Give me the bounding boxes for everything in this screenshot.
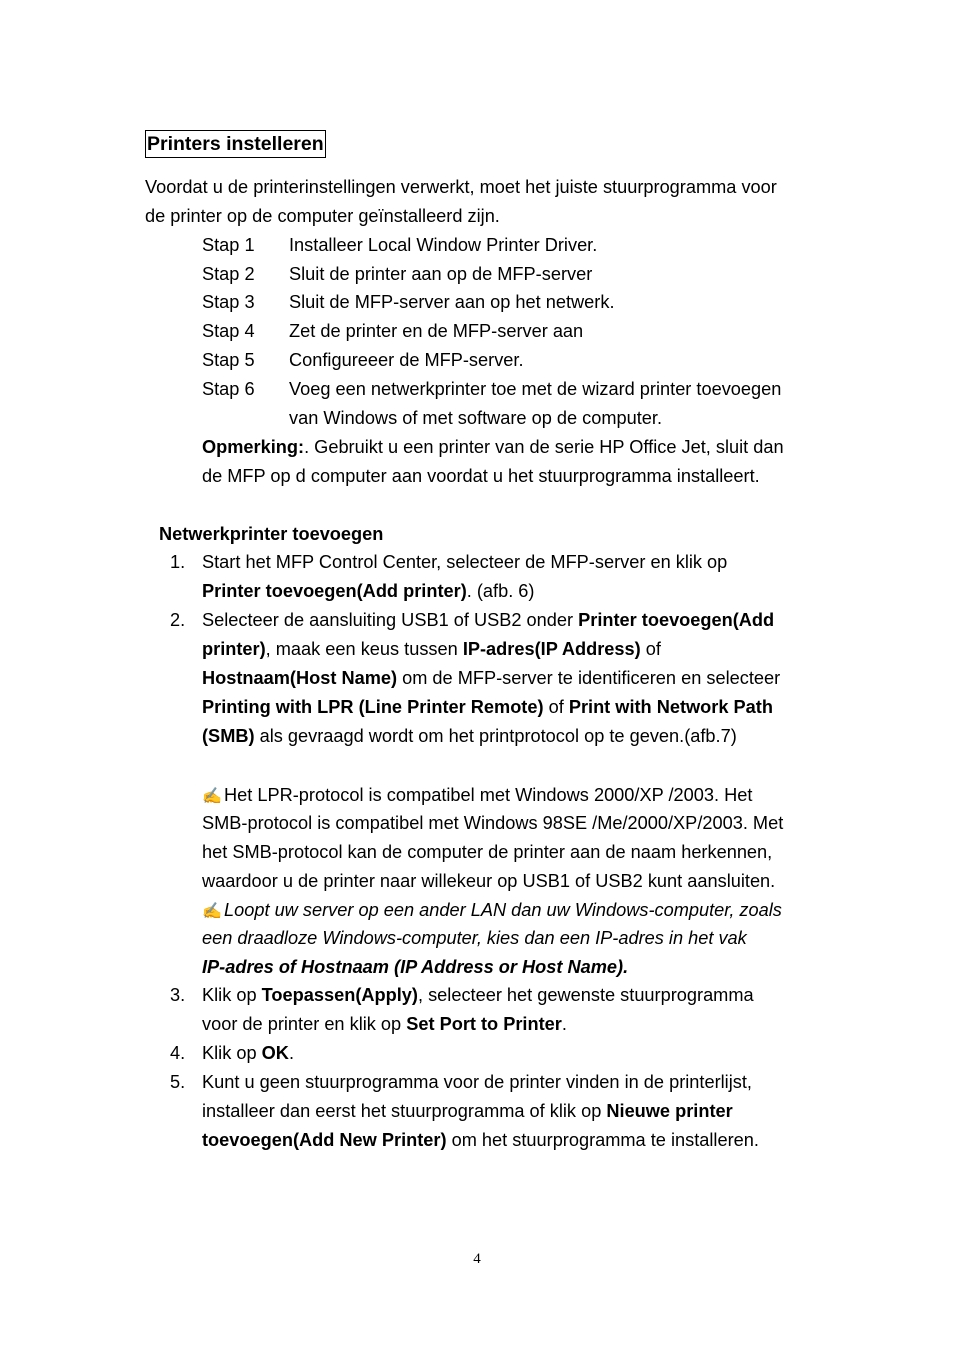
bold-text: IP-adres(IP Address) [462,639,641,659]
text: voor de printer en klik op [202,1014,407,1034]
list-item-line [202,667,780,689]
bold-text: Printing with LPR (Line Printer Remote) [202,697,544,717]
step-label: Stap 3 [202,292,255,312]
tip-line: een draadloze Windows-computer, kies dan een IP-adres in het vak [202,928,747,948]
list-number: 3. [170,985,186,1005]
list-number: 2. [170,610,186,630]
text: om de MFP-server te identificeren en selecteer [397,668,781,688]
section-heading: Netwerkprinter toevoegen [159,524,384,544]
text: installeer dan eerst het stuurprogramma of klik op [202,1101,607,1121]
bold-text: Print with Network Path [568,697,773,717]
list-item-line [202,609,774,631]
step-label: Stap 1 [202,235,255,255]
step-label: Stap 2 [202,264,255,284]
tip-line: IP-adres of Hostnaam (IP Address or Host Name). [202,957,629,977]
intro-line: de printer op de computer geïnstalleerd zijn. [145,206,500,226]
list-number: 1. [170,552,186,572]
text: of [543,697,569,717]
bold-text: toevoegen(Add New Printer) [202,1130,447,1150]
text: . [288,1043,294,1063]
text: . [561,1014,567,1034]
text: Klik op [202,1043,262,1063]
step-text: Sluit de MFP-server aan op het netwerk. [289,292,615,312]
step-label: Stap 6 [202,379,255,399]
list-item-line [202,725,737,747]
text: , selecteer het gewenste stuurprogramma [417,985,754,1005]
list-item-line [202,1100,733,1122]
step-text: Zet de printer en de MFP-server aan [289,321,584,341]
tip-line [202,899,782,923]
tip-line [202,784,752,808]
intro-line: Voordat u de printerinstellingen verwerkt, moet het juiste stuurprogramma voor [145,177,777,197]
tip-line: het SMB-protocol kan de computer de printer aan de naam herkennen, [202,842,773,862]
list-item-line [202,984,754,1006]
note-line: de MFP op d computer aan voordat u het stuurprogramma installeert. [202,466,760,486]
list-item-line [202,1042,294,1064]
note-text: . Gebruikt u een printer van de serie HP Office Jet, sluit dan [304,437,784,457]
text: Loopt uw server op een ander LAN dan uw Windows-computer, zoals [224,900,782,920]
step-text: Sluit de printer aan op de MFP-server [289,264,593,284]
bold-text: OK [261,1043,289,1063]
text: Klik op [202,985,262,1005]
pencil-icon: ✍ [202,788,222,805]
list-number: 5. [170,1072,186,1092]
step-text: Installeer Local Window Printer Driver. [289,235,598,255]
list-item-line: Start het MFP Control Center, selecteer de MFP-server en klik op [202,552,728,572]
list-item-line [202,638,661,660]
list-number: 4. [170,1043,186,1063]
list-item-line: Kunt u geen stuurprogramma voor de printer vinden in de printerlijst, [202,1072,752,1092]
step-text: Configureeer de MFP-server. [289,350,524,370]
list-item-line [202,1013,567,1035]
bold-text: (SMB) [202,726,255,746]
bold-text: Printer toevoegen(Add [578,610,775,630]
page-title: Printers instelleren [145,130,326,158]
step-text-continued: van Windows of met software op de computer. [289,408,663,428]
text: Selecteer de aansluiting USB1 of USB2 onder [202,610,579,630]
page-number: 4 [473,1251,481,1267]
text: om het stuurprogramma te installeren. [446,1130,759,1150]
tip-line: SMB-protocol is compatibel met Windows 98SE /Me/2000/XP/2003. Met [202,813,784,833]
list-item-line [202,1129,759,1151]
text: of [640,639,661,659]
step-text: Voeg een netwerkprinter toe met de wizard printer toevoegen [289,379,782,399]
text: . (afb. 6) [466,581,535,601]
bold-text: Nieuwe printer [606,1101,733,1121]
bold-text: Hostnaam(Host Name) [202,668,398,688]
pencil-icon: ✍ [202,903,222,920]
note-line [202,436,784,458]
tip-line: waardoor u de printer naar willekeur op USB1 of USB2 kunt aansluiten. [202,871,776,891]
bold-text: printer) [202,639,266,659]
note-label: Opmerking: [202,437,305,457]
text: Het LPR-protocol is compatibel met Windows 2000/XP /2003. Het [224,785,753,805]
bold-text: Printer toevoegen(Add printer) [202,581,467,601]
bold-text: Toepassen(Apply) [261,985,418,1005]
step-label: Stap 4 [202,321,255,341]
list-item-line [202,580,534,602]
text: , maak een keus tussen [265,639,463,659]
step-label: Stap 5 [202,350,255,370]
list-item-line [202,696,773,718]
text: als gevraagd wordt om het printprotocol op te geven.(afb.7) [254,726,737,746]
bold-text: Set Port to Printer [406,1014,562,1034]
